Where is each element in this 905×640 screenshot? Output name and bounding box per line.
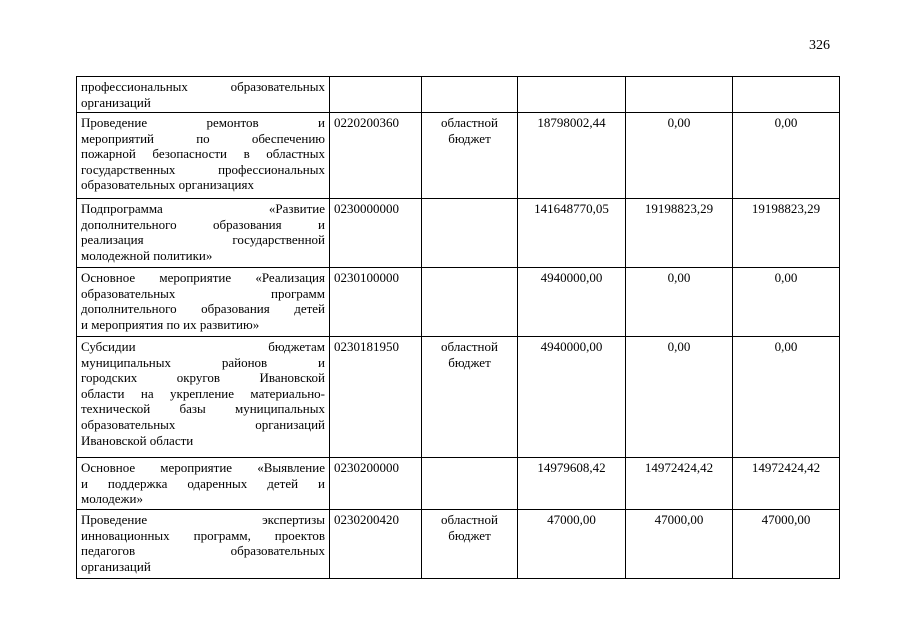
name-line: Ивановской области bbox=[81, 432, 194, 448]
row-code-cell: 0230200420 bbox=[330, 510, 422, 579]
name-line: молодежной политики» bbox=[81, 247, 213, 263]
name-line: пожарной безопасности в областных bbox=[81, 146, 325, 162]
row-value2-cell: 14972424,42 bbox=[626, 458, 733, 510]
row-value1-cell bbox=[518, 77, 626, 113]
name-line: Субсидии бюджетам bbox=[81, 339, 325, 354]
table-row bbox=[77, 458, 840, 510]
row-source-cell bbox=[422, 458, 518, 510]
name-line: профессиональных образовательных bbox=[81, 79, 325, 94]
row-value2-cell: 0,00 bbox=[626, 268, 733, 337]
table-row bbox=[77, 268, 840, 337]
row-value2-cell bbox=[626, 77, 733, 113]
row-value3-cell: 47000,00 bbox=[733, 510, 840, 579]
row-code-cell: 0230000000 bbox=[330, 199, 422, 268]
table-row bbox=[77, 199, 840, 268]
row-value3-cell: 19198823,29 bbox=[733, 199, 840, 268]
name-line: образовательных программ bbox=[81, 285, 325, 301]
row-source-cell bbox=[422, 77, 518, 113]
page-number: 326 bbox=[809, 38, 830, 53]
table-row bbox=[77, 77, 840, 113]
row-value2-cell: 0,00 bbox=[626, 113, 733, 199]
row-code-cell bbox=[330, 77, 422, 113]
row-source-cell: областной бюджет bbox=[422, 113, 518, 199]
name-line: Подпрограмма «Развитие bbox=[81, 201, 325, 216]
row-code-cell: 0230181950 bbox=[330, 337, 422, 458]
table-row bbox=[77, 113, 840, 199]
name-line: и мероприятия по их развитию» bbox=[81, 316, 260, 332]
row-value1-cell: 4940000,00 bbox=[518, 337, 626, 458]
row-value1-cell: 47000,00 bbox=[518, 510, 626, 579]
name-line: организаций bbox=[81, 94, 151, 110]
name-line: технической базы муниципальных bbox=[81, 401, 325, 417]
name-line: дополнительного образования детей bbox=[81, 301, 325, 317]
row-name-cell bbox=[77, 199, 330, 268]
name-line: государственных профессиональных bbox=[81, 161, 325, 177]
row-code-cell: 0230200000 bbox=[330, 458, 422, 510]
row-name-cell bbox=[77, 458, 330, 510]
row-source-cell: областной бюджет bbox=[422, 337, 518, 458]
name-line: реализация государственной bbox=[81, 232, 325, 248]
row-source-cell bbox=[422, 199, 518, 268]
name-line: образовательных организациях bbox=[81, 177, 254, 193]
name-line: области на укрепление материально- bbox=[81, 385, 325, 401]
name-line: Основное мероприятие «Выявление bbox=[81, 460, 325, 475]
row-name-cell bbox=[77, 268, 330, 337]
row-value3-cell: 14972424,42 bbox=[733, 458, 840, 510]
name-line: инновационных программ, проектов bbox=[81, 527, 325, 543]
row-source-cell: областной бюджет bbox=[422, 510, 518, 579]
table-row bbox=[77, 337, 840, 458]
name-line: Проведение экспертизы bbox=[81, 512, 325, 527]
row-value3-cell: 0,00 bbox=[733, 113, 840, 199]
row-value3-cell: 0,00 bbox=[733, 337, 840, 458]
name-line: Проведение ремонтов и bbox=[81, 115, 325, 130]
row-code-cell: 0220200360 bbox=[330, 113, 422, 199]
name-line: педагогов образовательных bbox=[81, 543, 325, 559]
name-line: молодежи» bbox=[81, 491, 143, 507]
row-value3-cell: 0,00 bbox=[733, 268, 840, 337]
row-value2-cell: 47000,00 bbox=[626, 510, 733, 579]
budget-table bbox=[76, 76, 840, 579]
row-name-cell bbox=[77, 113, 330, 199]
row-value1-cell: 141648770,05 bbox=[518, 199, 626, 268]
row-value1-cell: 4940000,00 bbox=[518, 268, 626, 337]
row-value1-cell: 18798002,44 bbox=[518, 113, 626, 199]
row-value2-cell: 0,00 bbox=[626, 337, 733, 458]
row-name-cell bbox=[77, 510, 330, 579]
table-row bbox=[77, 510, 840, 579]
name-line: Основное мероприятие «Реализация bbox=[81, 270, 325, 285]
name-line: городских округов Ивановской bbox=[81, 370, 325, 386]
name-line: муниципальных районов и bbox=[81, 354, 325, 370]
name-line: организаций bbox=[81, 558, 151, 574]
row-name-cell bbox=[77, 337, 330, 458]
row-code-cell: 0230100000 bbox=[330, 268, 422, 337]
row-source-cell bbox=[422, 268, 518, 337]
name-line: и поддержка одаренных детей и bbox=[81, 475, 325, 491]
row-value2-cell: 19198823,29 bbox=[626, 199, 733, 268]
row-value1-cell: 14979608,42 bbox=[518, 458, 626, 510]
name-line: образовательных организаций bbox=[81, 416, 325, 432]
name-line: дополнительного образования и bbox=[81, 216, 325, 232]
row-name-cell bbox=[77, 77, 330, 113]
row-value3-cell bbox=[733, 77, 840, 113]
name-line: мероприятий по обеспечению bbox=[81, 130, 325, 146]
